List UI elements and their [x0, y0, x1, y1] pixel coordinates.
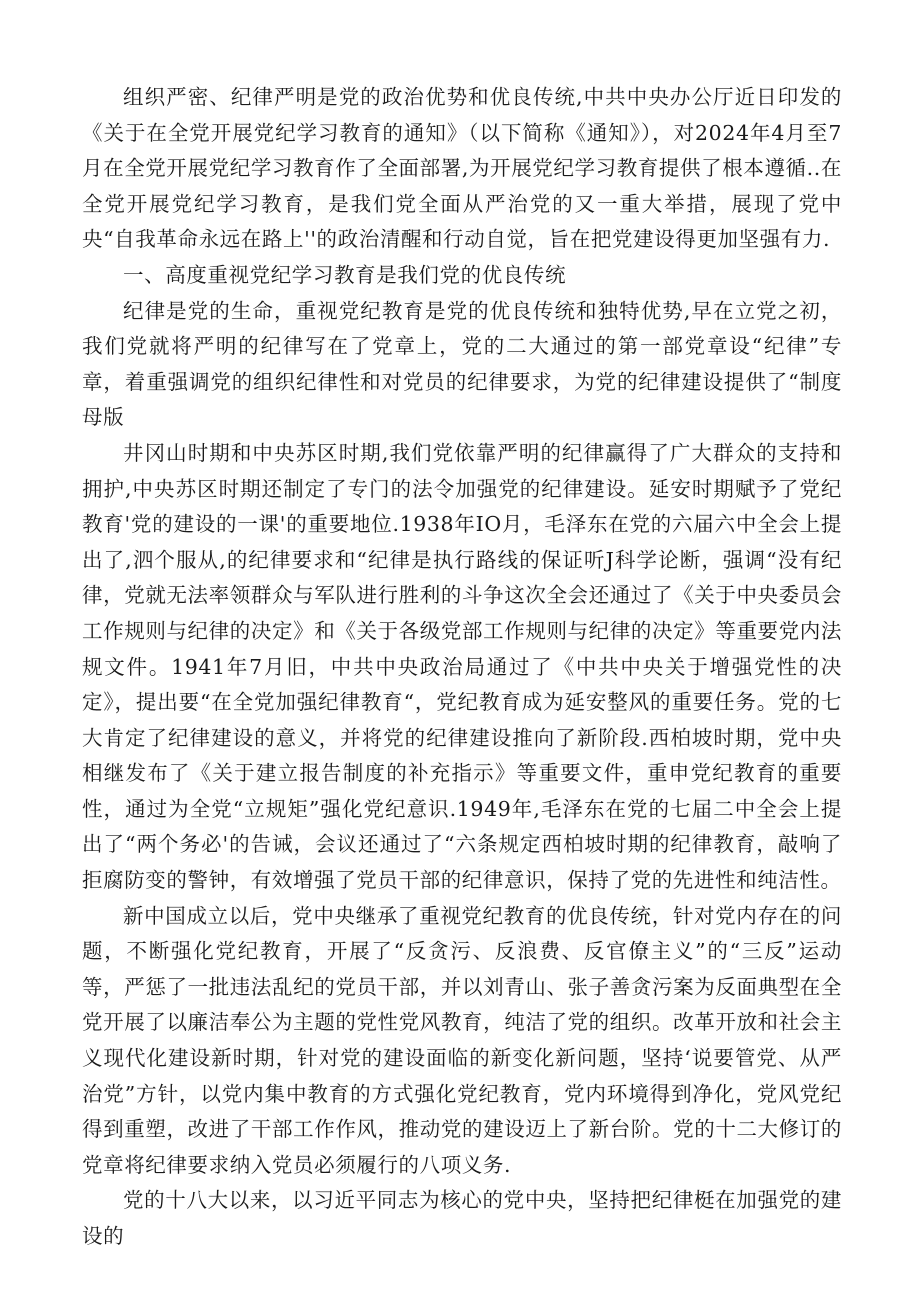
- paragraph-new-china: 新中国成立以后，党中央继承了重视党纪教育的优良传统，针对党内存在的问题，不断强化党纪教育，开展了“反贪污、反浪费、反官僚主义”的“三反”运动等，严惩了一批违法乱纪的党员干部，并以刘青山、张子善贪污案为反面典型在全党开展了以廉洁奉公为主题的党性党风教育，纯洁了党的组织。改革开放和社会主义现代化建设新时期，针对党的建设面临的新变化新问题，坚持‘说要管党、从严治党”方针，以党内集中教育的方式强化党纪教育，党内环境得到净化，党风党纪得到重塑，改进了干部工作作风，推动党的建设迈上了新台阶。党的十二大修订的党章将纪律要求纳入党员必须履行的八项义务.: [82, 903, 842, 1177]
- paragraph-18th-congress: 党的十八大以来，以习近平同志为核心的党中央，坚持把纪律梃在加强党的建设的: [82, 1188, 842, 1248]
- document-body: [82, 80, 842, 1255]
- section-heading-1: 一、高度重视党纪学习教育是我们党的优良传统: [123, 262, 567, 287]
- paragraph-discipline-life: 纪律是党的生命，重视党纪教育是党的优良传统和独特优势,早在立党之初，我们党就将严明的纪律写在了党章上，党的二大通过的第一部党章设“纪律”专章，着重强调党的组织纪律性和对党员的纪律要求，为党的纪律建设提供了“制度母版: [82, 298, 842, 430]
- paragraph-history: 井冈山时期和中央苏区时期,我们党依靠严明的纪律赢得了广大群众的支持和拥护,中央苏区时期还制定了专门的法令加强党的纪律建设。延安时期赋予了党纪教育'党的建设的一课'的重要地位.1938年IO月，毛泽东在党的六届六中全会上提出了,泗个服从,的纪律要求和“纪律是执行路线的保证听J科学论断，强调“没有纪律，党就无法率领群众与军队进行胜利的斗争这次全会还通过了《关于中央委员会工作规则与纪律的决定》和《关于各级党部工作规则与纪律的决定》等重要党内法规文件。1941年7月旧，中共中央政治局通过了《中共中央关于增强党性的决定》，提出要“在全党加强纪律教育“，党纪教育成为延安整风的重要任务。党的七大肯定了纪律建设的意义，并将党的纪律建设推向了新阶段.西柏坡时期，党中央相继发布了《关于建立报告制度的补充指示》等重要文件，重申党纪教育的重要性，通过为全党“立规矩”强化党纪意识.1949年,毛泽东在党的七届二中全会上提出了“两个务必'的告诫，会议还通过了“六条规定西柏坡时期的纪律教育，敲响了拒腐防变的警钟，有效增强了党员干部的纪律意识，保持了党的先进性和纯洁性。: [82, 440, 842, 893]
- paragraph-intro: 组织严密、纪律严明是党的政治优势和优良传统,中共中央办公厅近日印发的《关于在全党开展党纪学习教育的通知》（以下简称《通知》），对2024年4月至7月在全党开展党纪学习教育作了全面部署,为开展党纪学习教育提供了根本遵循..在全党开展党纪学习教育，是我们党全面从严治党的又一重大举措，展现了党中央“自我革命永远在路上''的政治清醒和行动自觉，旨在把党建设得更加坚强有力.: [82, 85, 842, 252]
